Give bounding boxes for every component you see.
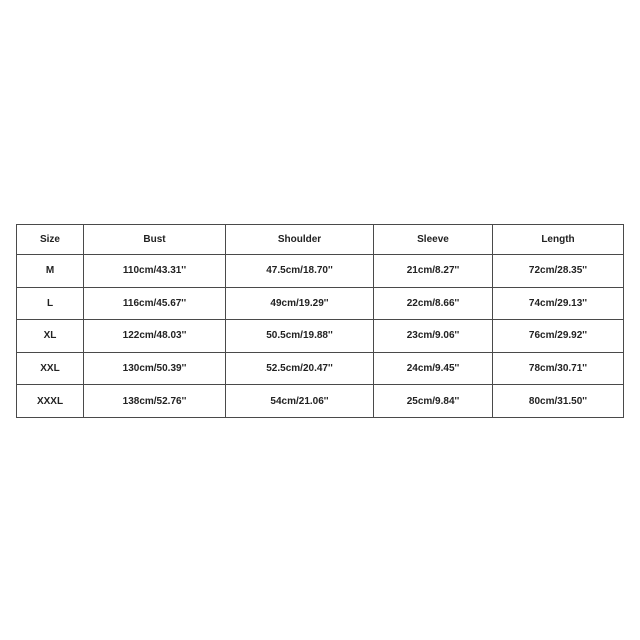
cell-length: 76cm/29.92'' (493, 320, 624, 353)
cell-shoulder: 54cm/21.06'' (226, 385, 374, 418)
table-row (17, 255, 624, 288)
cell-size: XXL (17, 352, 84, 385)
cell-size: L (17, 287, 84, 320)
header-size: Size (17, 225, 84, 255)
cell-bust: 110cm/43.31'' (84, 255, 226, 288)
cell-length: 72cm/28.35'' (493, 255, 624, 288)
cell-sleeve: 25cm/9.84'' (374, 385, 493, 418)
cell-size: M (17, 255, 84, 288)
cell-bust: 130cm/50.39'' (84, 352, 226, 385)
cell-shoulder: 52.5cm/20.47'' (226, 352, 374, 385)
table-row (17, 320, 624, 353)
cell-length: 74cm/29.13'' (493, 287, 624, 320)
header-bust: Bust (84, 225, 226, 255)
cell-bust: 122cm/48.03'' (84, 320, 226, 353)
cell-sleeve: 22cm/8.66'' (374, 287, 493, 320)
header-shoulder: Shoulder (226, 225, 374, 255)
cell-sleeve: 23cm/9.06'' (374, 320, 493, 353)
cell-length: 78cm/30.71'' (493, 352, 624, 385)
cell-sleeve: 21cm/8.27'' (374, 255, 493, 288)
cell-size: XXXL (17, 385, 84, 418)
cell-shoulder: 49cm/19.29'' (226, 287, 374, 320)
header-sleeve: Sleeve (374, 225, 493, 255)
table-row (17, 287, 624, 320)
table-row (17, 385, 624, 418)
size-chart-table (16, 224, 624, 418)
header-length: Length (493, 225, 624, 255)
cell-bust: 138cm/52.76'' (84, 385, 226, 418)
cell-sleeve: 24cm/9.45'' (374, 352, 493, 385)
cell-shoulder: 47.5cm/18.70'' (226, 255, 374, 288)
table-row (17, 352, 624, 385)
cell-length: 80cm/31.50'' (493, 385, 624, 418)
cell-bust: 116cm/45.67'' (84, 287, 226, 320)
table-header-row (17, 225, 624, 255)
cell-size: XL (17, 320, 84, 353)
cell-shoulder: 50.5cm/19.88'' (226, 320, 374, 353)
